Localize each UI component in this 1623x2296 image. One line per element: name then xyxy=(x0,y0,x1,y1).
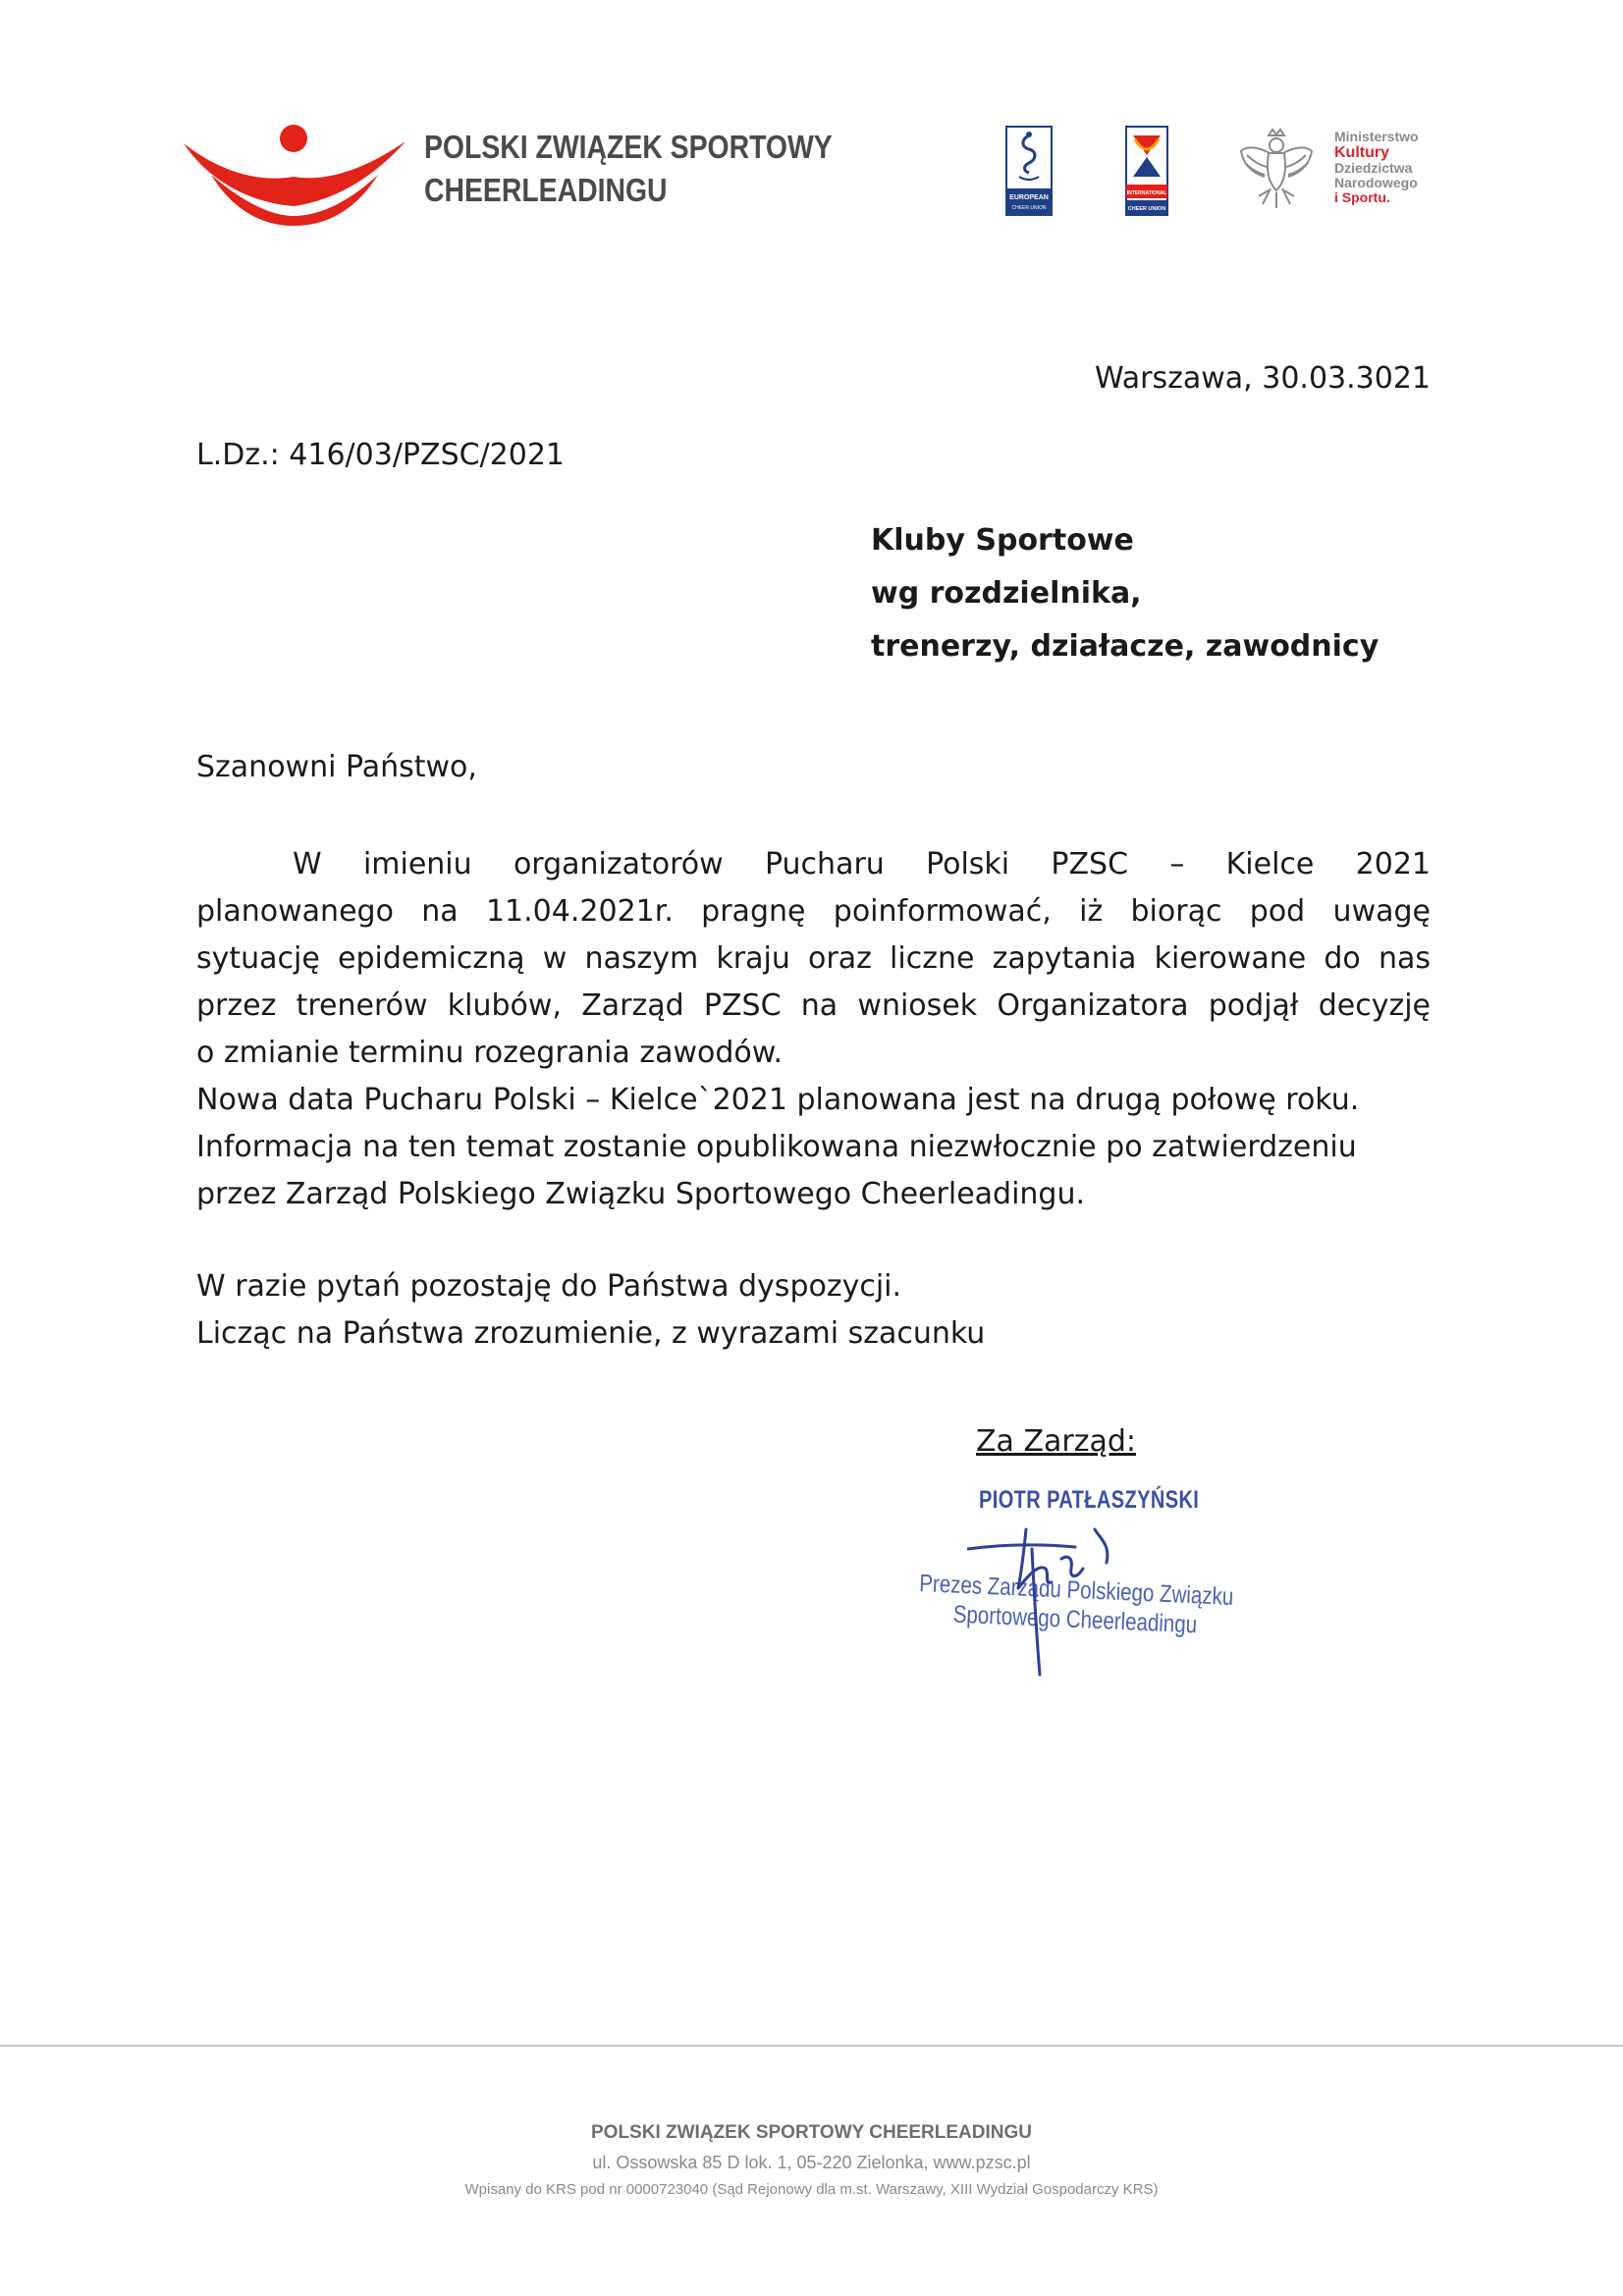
place-date: Warszawa, 30.03.3021 xyxy=(1095,361,1431,396)
org-name-line1: POLSKI ZWIĄZEK SPORTOWY xyxy=(424,129,833,165)
ministry-line4: Narodowego xyxy=(1334,175,1418,190)
footer-org-name: POLSKI ZWIĄZEK SPORTOWY CHEERLEADINGU xyxy=(591,2122,1032,2143)
recipient-block xyxy=(871,514,1379,673)
ministry-line3: Dziedzictwa xyxy=(1334,160,1413,176)
org-name-line2: CHEERLEADINGU xyxy=(424,172,668,208)
footer-address: ul. Ossowska 85 D lok. 1, 05-220 Zielonka, www.pzsc.pl xyxy=(592,2153,1031,2172)
pzsc-figure-logo-icon xyxy=(182,118,407,226)
ministry-logo-text xyxy=(1334,130,1419,205)
stamp-title-line: Sportowego Cheerleadingu xyxy=(952,1600,1198,1639)
greeting: Szanowni Państwo, xyxy=(196,750,477,784)
svg-text:CHEER UNION: CHEER UNION xyxy=(1011,205,1047,211)
recipient-line: trenerzy, działacze, zawodnicy xyxy=(871,629,1380,664)
polish-eagle-emblem-icon xyxy=(1239,128,1314,210)
reference-number: L.Dz.: 416/03/PZSC/2021 xyxy=(196,438,566,472)
body-line: planowanego na 11.04.2021r. pragnę poinformować, iż biorąc pod uwagę xyxy=(196,894,1431,929)
ecu-logo-icon xyxy=(1005,126,1053,216)
icu-logo-icon xyxy=(1125,126,1168,216)
ministry-line5: i Sportu. xyxy=(1334,189,1390,205)
stamp-name: PIOTR PATŁASZYŃSKI xyxy=(979,1486,1200,1514)
body-line: o zmianie terminu rozegrania zawodów. xyxy=(196,1036,784,1070)
ministry-line2: Kultury xyxy=(1334,144,1389,161)
handwritten-signature-icon xyxy=(967,1510,1163,1677)
body-line: W imieniu organizatorów Pucharu Polski PZSC – Kielce 2021 xyxy=(293,847,1431,881)
body-line: przez Zarząd Polskiego Związku Sportowego Cheerleadingu. xyxy=(196,1177,1086,1211)
svg-text:EUROPEAN: EUROPEAN xyxy=(1009,194,1049,201)
ministry-line1: Ministerstwo xyxy=(1334,129,1419,144)
letter-body xyxy=(196,841,1431,1218)
recipient-line: Kluby Sportowe xyxy=(871,523,1134,558)
closing-block xyxy=(196,1263,985,1358)
body-line: sytuację epidemiczną w naszym kraju oraz liczne zapytania kierowane do nas xyxy=(196,941,1431,976)
footer-divider xyxy=(0,2045,1623,2047)
body-line: przez trenerów klubów, Zarząd PZSC na wniosek Organizatora podjął decyzję xyxy=(196,988,1431,1023)
signoff: Za Zarząd: xyxy=(976,1424,1137,1459)
org-name-logo-text xyxy=(424,126,833,212)
stamp-title-line: Prezes Zarządu Polskiego Związku xyxy=(918,1569,1234,1611)
closing-line: W razie pytań pozostaję do Państwa dyspozycji. xyxy=(196,1269,902,1304)
svg-text:INTERNATIONAL: INTERNATIONAL xyxy=(1126,190,1167,196)
closing-line: Licząc na Państwa zrozumienie, z wyrazami szacunku xyxy=(196,1316,986,1351)
body-line: Informacja na ten temat zostanie opublikowana niezwłocznie po zatwierdzeniu xyxy=(196,1130,1357,1164)
svg-text:CHEER UNION: CHEER UNION xyxy=(1127,206,1166,212)
recipient-line: wg rozdzielnika, xyxy=(871,576,1142,611)
body-line: Nowa data Pucharu Polski – Kielce`2021 planowana jest na drugą połowę roku. xyxy=(196,1083,1360,1117)
footer-registry: Wpisany do KRS pod nr 0000723040 (Sąd Rejonowy dla m.st. Warszawy, XIII Wydział Gospodarczy KRS) xyxy=(464,2181,1159,2198)
